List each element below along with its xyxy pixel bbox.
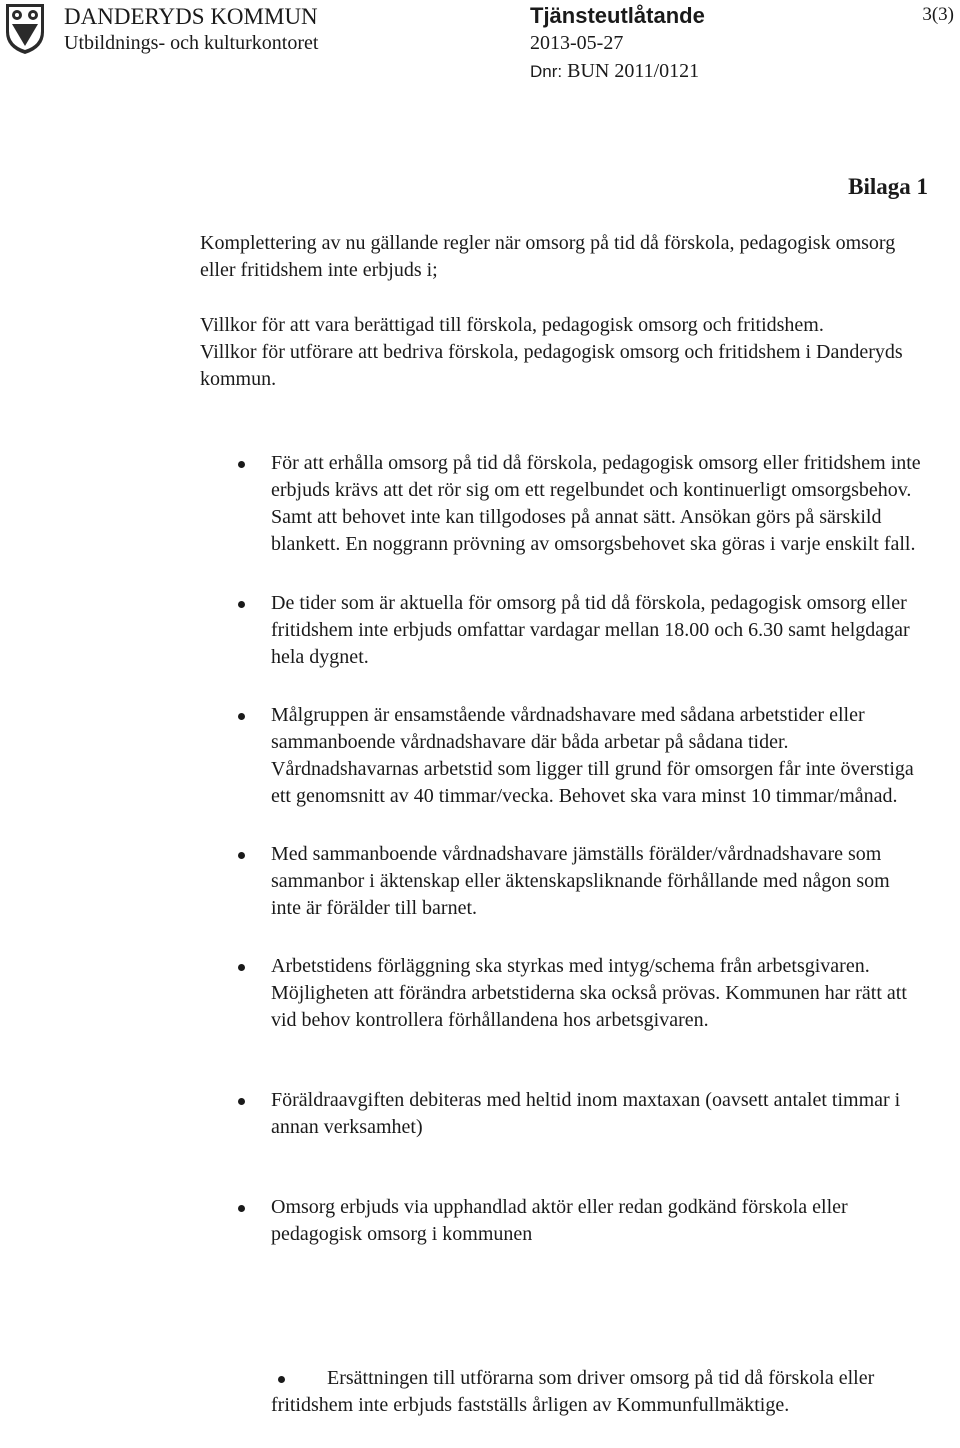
bullet-text: Föräldraavgiften debiteras med heltid inom maxtaxan (oavsett antalet timmar i annan verksamhet) — [271, 1089, 901, 1138]
bullet-item — [0, 590, 921, 671]
bullet-text: Arbetstidens förläggning ska styrkas med intyg/schema från arbetsgivaren. Möjligheten att förändra arbetstiderna ska också prövas. Kommunen har rätt att vid behov kontrollera förhållandena hos arbetsgivaren. — [271, 955, 907, 1031]
bullet-text: Ersättningen till utförarna som driver omsorg på tid då förskola eller fritidshem inte erbjuds fastställs årligen av Kommunfullmäktige. — [271, 1367, 875, 1416]
bullet-icon — [278, 1376, 285, 1383]
bullet-item — [0, 841, 921, 922]
department-name: Utbildnings- och kulturkontoret — [64, 32, 319, 54]
bullet-text: Omsorg erbjuds via upphandlad aktör eller redan godkänd förskola eller pedagogisk omsorg i kommunen — [271, 1196, 848, 1245]
bullet-icon — [238, 1098, 245, 1105]
bullet-text: Målgruppen är ensamstående vårdnadshavare med sådana arbetstider eller sammanboende vårdnadshavare där båda arbetar på sådana tider. Vårdnadshavarnas arbetstid som ligger till grund för omsorgen får inte överstiga ett genomsnitt av 40 timmar/vecka. Behovet ska vara minst 10 timmar/månad. — [271, 704, 914, 807]
bullet-icon — [238, 601, 245, 608]
bullet-item — [0, 450, 921, 558]
bullet-icon — [238, 1205, 245, 1212]
bullet-item — [0, 1087, 921, 1141]
intro-paragraph: Komplettering av nu gällande regler när omsorg på tid då förskola, pedagogisk omsorg eller fritidshem inte erbjuds i; — [200, 232, 896, 281]
conditions-line: Villkor för att vara berättigad till förskola, pedagogisk omsorg och fritidshem. — [200, 314, 824, 336]
organization-name: DANDERYDS KOMMUN — [64, 4, 318, 29]
document-type: Tjänsteutlåtande — [530, 3, 705, 28]
bullet-icon — [238, 964, 245, 971]
bullet-item-compensation — [271, 1365, 921, 1419]
document-number-value: BUN 2011/0121 — [567, 60, 700, 82]
appendix-label: Bilaga 1 — [848, 174, 928, 199]
bullet-text: För att erhålla omsorg på tid då förskola, pedagogisk omsorg eller fritidshem inte erbjuds krävs att det rör sig om ett regelbundet och kontinuerligt omsorgsbehov. Samt att behovet inte kan tillgodoses på annat sätt. Ansökan görs på särskild blankett. En noggrann prövning av omsorgsbehovet ska göras i varje enskilt fall. — [271, 452, 921, 555]
bullet-icon — [238, 461, 245, 468]
rules-bullet-list — [0, 450, 960, 1248]
document-number-label: Dnr: — [530, 62, 563, 81]
conditions-line: Villkor för utförare att bedriva förskola, pedagogisk omsorg och fritidshem i Danderyds kommun. — [200, 341, 903, 390]
municipal-coat-of-arms-icon — [4, 2, 46, 56]
bullet-item — [0, 702, 921, 810]
bullet-icon — [238, 713, 245, 720]
bullet-text: De tider som är aktuella för omsorg på tid då förskola, pedagogisk omsorg eller fritidshem inte erbjuds omfattar vardagar mellan 18.00 och 6.30 samt helgdagar hela dygnet. — [271, 592, 910, 668]
bullet-icon — [238, 852, 245, 859]
document-number — [530, 61, 699, 81]
bullet-item — [0, 1194, 921, 1248]
document-date: 2013-05-27 — [530, 32, 624, 54]
conditions-block — [200, 312, 935, 393]
bullet-item — [0, 953, 921, 1034]
bullet-text: Med sammanboende vårdnadshavare jämställs förälder/vårdnadshavare som sammanbor i äktenskap eller äktenskapsliknande förhållande med någon som inte är förälder till barnet. — [271, 843, 890, 919]
page-number: 3(3) — [922, 4, 954, 25]
